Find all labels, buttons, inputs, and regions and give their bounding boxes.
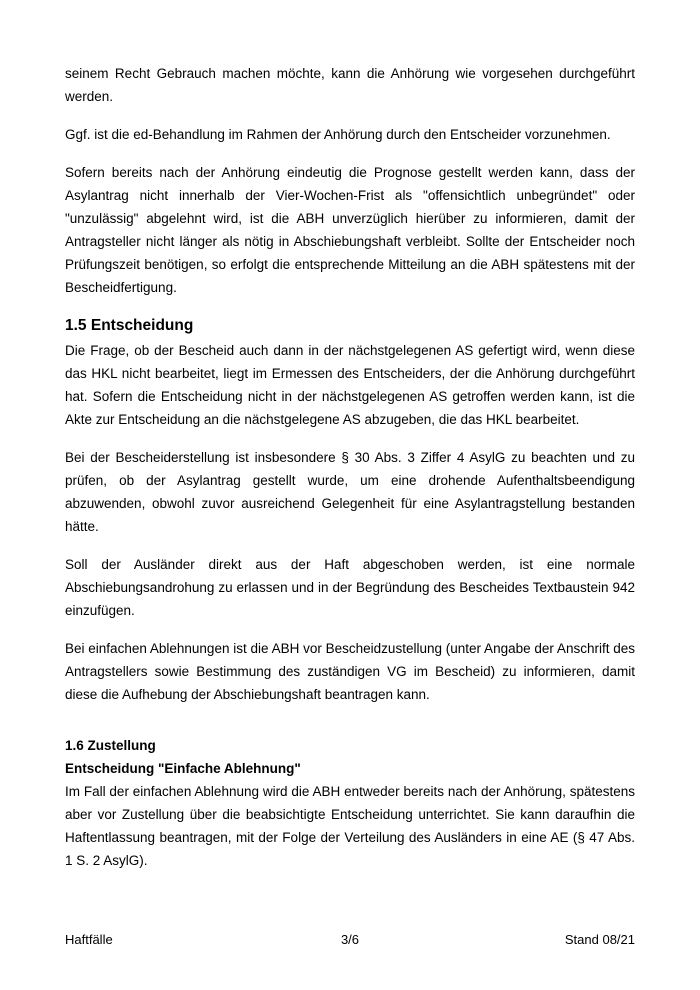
document-body — [65, 62, 635, 872]
body-paragraph: Ggf. ist die ed-Behandlung im Rahmen der Anhörung durch den Entscheider vorzunehmen. — [65, 127, 611, 142]
section-heading-zustellung: 1.6 Zustellung — [65, 738, 156, 753]
body-paragraph: Soll der Ausländer direkt aus der Haft abgeschoben werden, ist eine normale Abschiebungsandrohung zu erlassen und in der Begründung des Bescheides Textbaustein 942 einzufügen. — [65, 557, 635, 618]
body-paragraph: seinem Recht Gebrauch machen möchte, kann die Anhörung wie vorgesehen durchgeführt werden. — [65, 66, 635, 104]
body-paragraph: Bei einfachen Ablehnungen ist die ABH vor Bescheidzustellung (unter Angabe der Anschrift des Antragstellers sowie Bestimmung des zuständigen VG im Bescheid) zu informieren, damit diese die Aufhebung der Abschiebungshaft beantragen kann. — [65, 641, 635, 702]
footer-page-number: 3/6 — [340, 932, 360, 947]
section-heading-entscheidung: 1.5 Entscheidung — [65, 317, 194, 334]
body-paragraph: Bei der Bescheiderstellung ist insbesondere § 30 Abs. 3 Ziffer 4 AsylG zu beachten und zu prüfen, ob der Asylantrag gestellt wurde, um eine drohende Aufenthaltsbeendigung abzuwenden, obwohl zuvor ausreichend Gelegenheit für eine Asylantragstellung bestanden hätte. — [65, 450, 635, 534]
footer-document-title: Haftfälle — [65, 932, 113, 947]
body-paragraph: Sofern bereits nach der Anhörung eindeutig die Prognose gestellt werden kann, dass der Asylantrag nicht innerhalb der Vier-Wochen-Frist als "offensichtlich unbegründet" oder "unzulässig" abgelehnt wird, ist die ABH unverzüglich hierüber zu informieren, damit der Antragsteller nicht länger als nötig in Abschiebungshaft verbleibt. Sollte der Entscheider noch Prüfungszeit benötigen, so erfolgt die entsprechende Mitteilung an die ABH spätestens mit der Bescheidfertigung. — [65, 165, 635, 295]
body-paragraph: Die Frage, ob der Bescheid auch dann in der nächstgelegenen AS gefertigt wird, wenn diese das HKL nicht bearbeitet, liegt im Ermessen des Entscheiders, der die Anhörung durchgeführt hat. Sofern die Entscheidung nicht in der nächstgelegenen AS getroffen werden kann, ist die Akte zur Entscheidung an die nächstgelegene AS abzugeben, die das HKL bearbeitet. — [65, 343, 635, 427]
bold-subheading-einfache-ablehnung: Entscheidung "Einfache Ablehnung" — [65, 761, 301, 776]
footer-version-stamp: Stand 08/21 — [564, 932, 635, 947]
page-footer — [65, 932, 635, 948]
body-paragraph: Im Fall der einfachen Ablehnung wird die ABH entweder bereits nach der Anhörung, spätestens aber vor Zustellung über die beabsichtigte Entscheidung unterrichtet. Sie kann daraufhin die Haftentlassung beantragen, mit der Folge der Verteilung des Ausländers in eine AE (§ 47 Abs. 1 S. 2 AsylG). — [65, 784, 635, 868]
